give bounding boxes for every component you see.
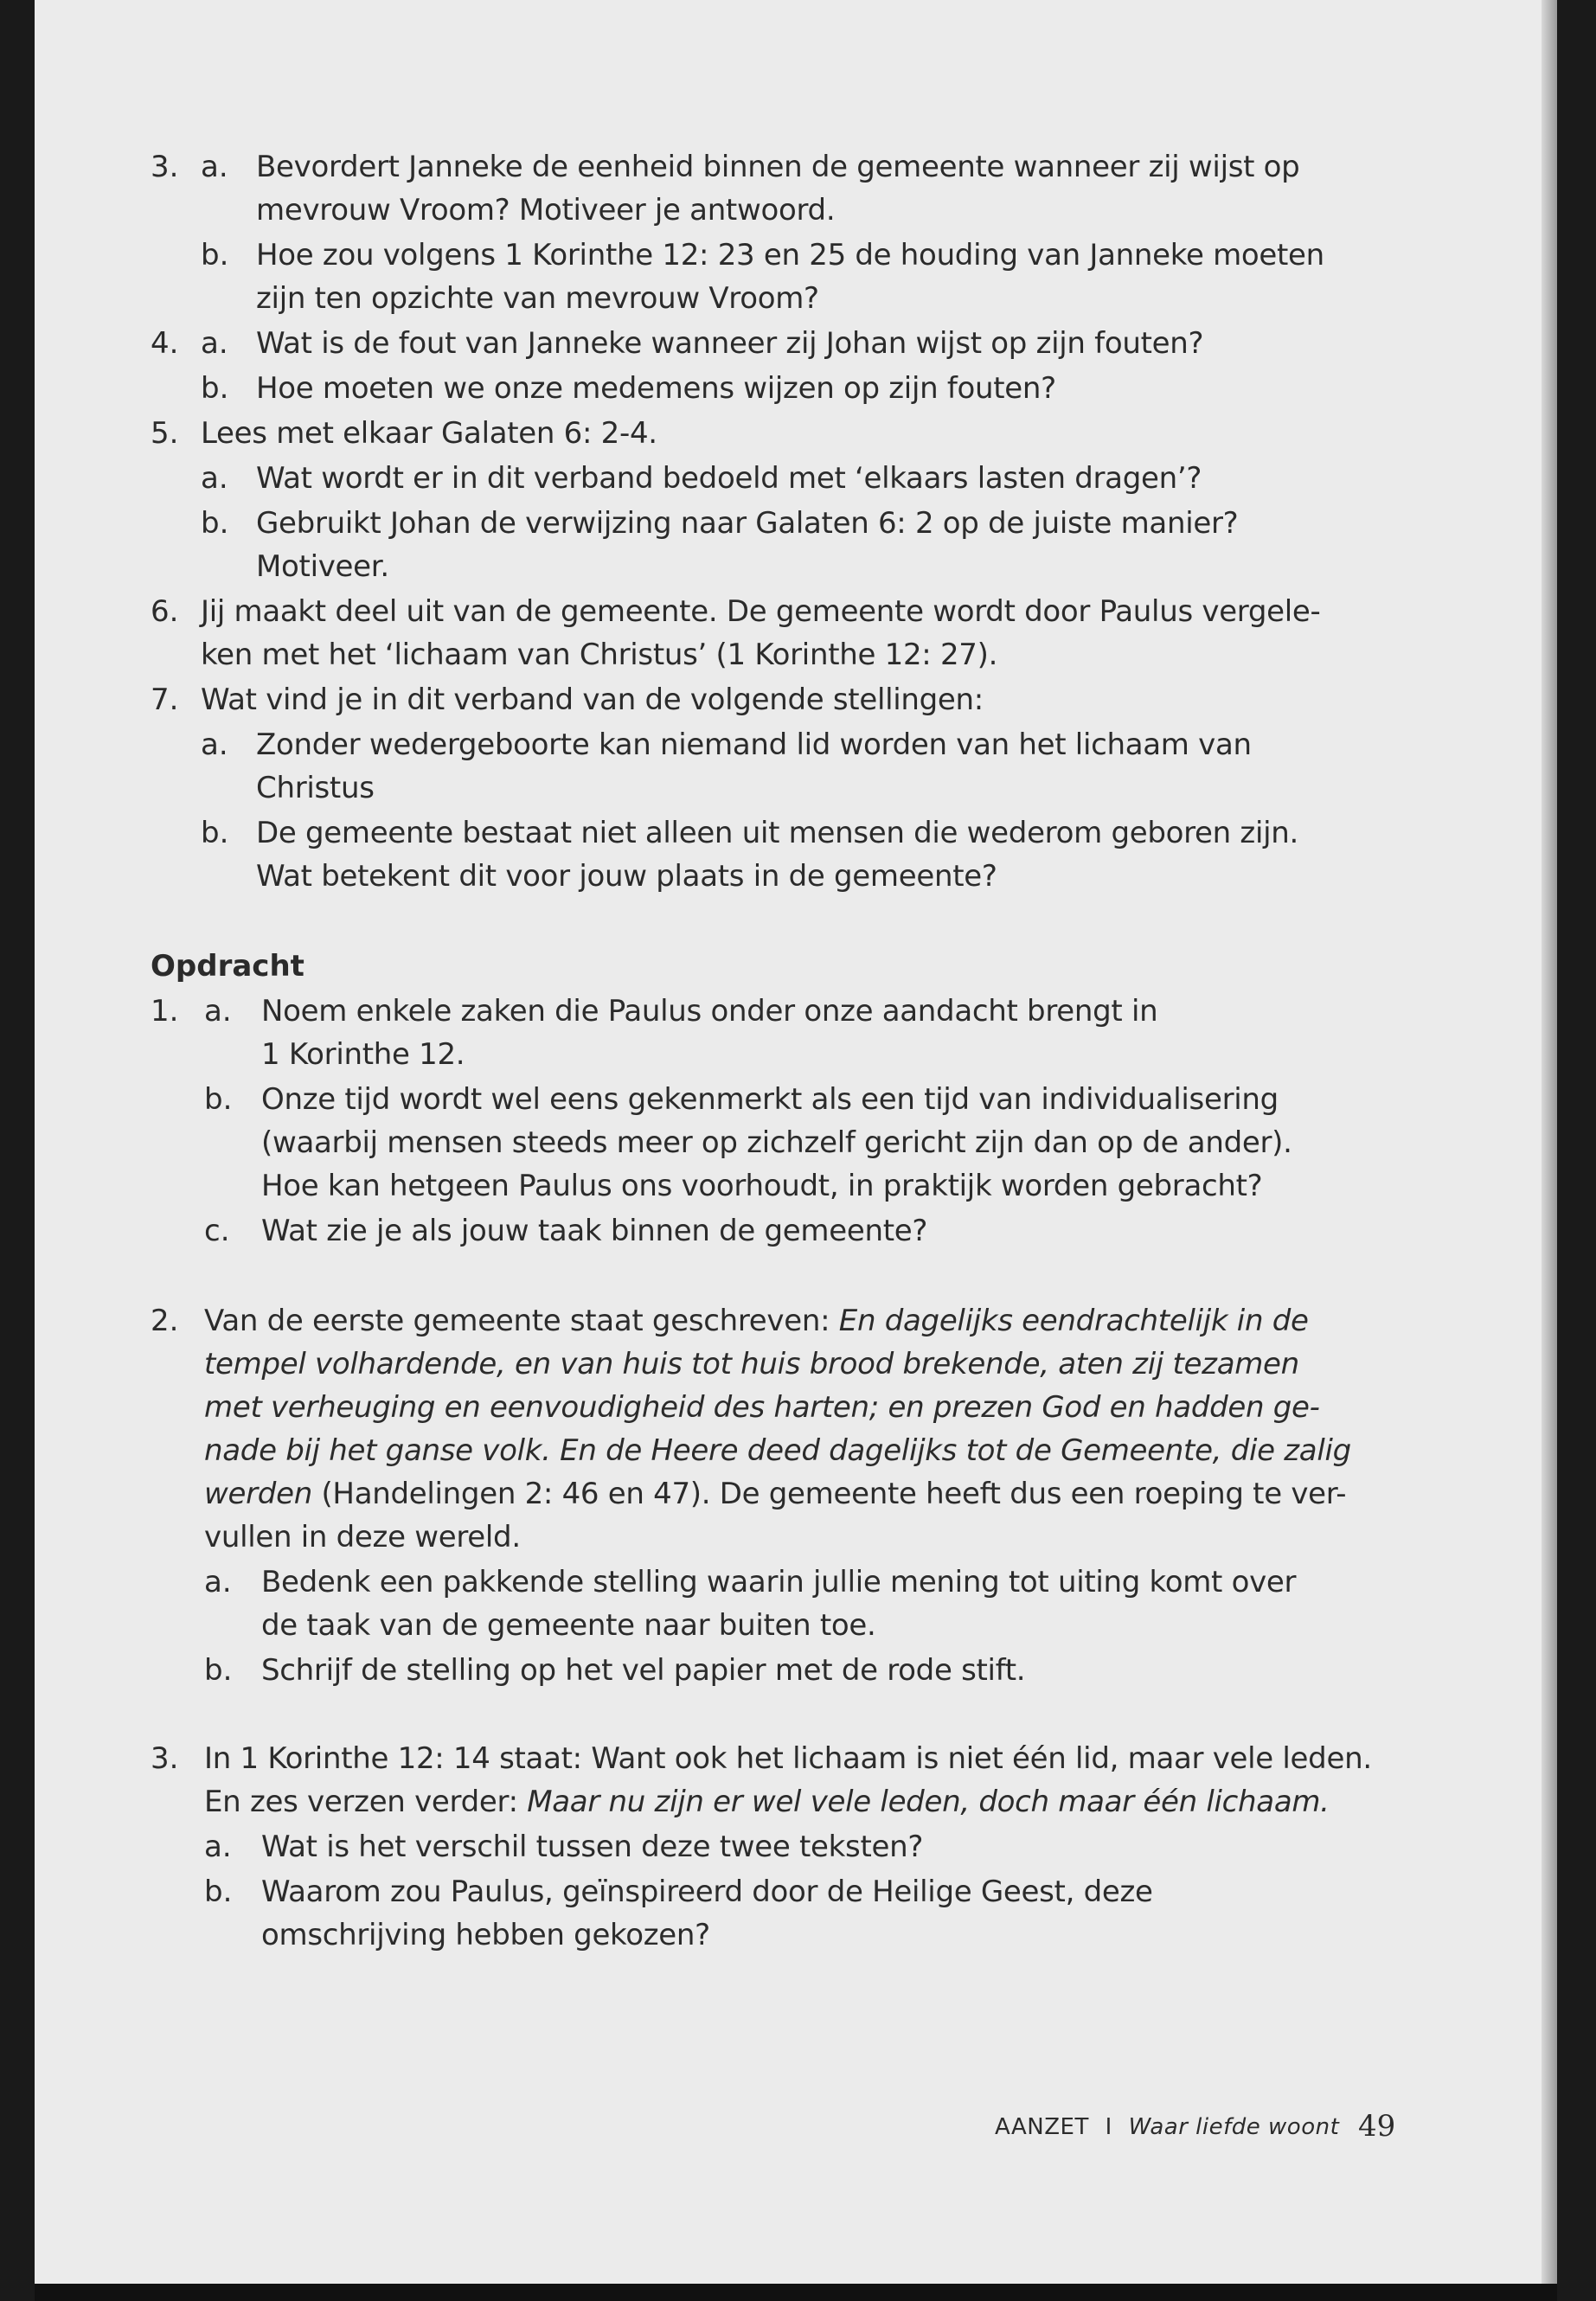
subquestion-label: b. <box>204 1082 233 1117</box>
question-text: zijn ten opzichte van mevrouw Vroom? <box>256 281 819 316</box>
subquestion-label: a. <box>201 727 228 762</box>
assignment-text <box>204 1782 1330 1822</box>
assignment-text: Bedenk een pakkende stelling waarin jullie mening tot uiting komt over <box>261 1565 1297 1599</box>
question-text: Motiveer. <box>256 549 389 584</box>
subquestion-label: a. <box>204 1565 232 1599</box>
assignment-number: 3. <box>151 1741 179 1776</box>
series-name: AANZET <box>995 2114 1089 2140</box>
quote-text: nade bij het ganse volk. En de Heere deed dagelijks tot de Gemeente, die zalig <box>204 1433 1351 1468</box>
subquestion-label: a. <box>201 150 228 184</box>
question-number: 5. <box>151 416 179 451</box>
subquestion-label: b. <box>204 1875 233 1909</box>
footer-separator: I <box>1105 2114 1112 2140</box>
section-heading: Opdracht <box>151 949 304 984</box>
assignment-text: Waarom zou Paulus, geïnspireerd door de Heilige Geest, deze <box>261 1875 1153 1909</box>
subquestion-label: b. <box>204 1653 233 1688</box>
question-text: Wat is de fout van Janneke wanneer zij Johan wijst op zijn fouten? <box>256 326 1204 361</box>
page-spine-shadow <box>1542 0 1557 2284</box>
subquestion-label: a. <box>204 994 232 1029</box>
quote-text: En dagelijks eendrachtelijk in de <box>838 1304 1309 1338</box>
quote-text: Maar nu zijn er wel vele leden, doch maar één lichaam. <box>527 1785 1330 1819</box>
assignment-text: Onze tijd wordt wel eens gekenmerkt als een tijd van individualisering <box>261 1082 1279 1117</box>
subquestion-label: b. <box>201 506 229 541</box>
quote-text: werden <box>204 1477 312 1511</box>
subquestion-label: b. <box>201 371 229 406</box>
assignment-text: Wat zie je als jouw taak binnen de gemeente? <box>261 1214 928 1248</box>
question-number: 4. <box>151 326 179 361</box>
question-text: Christus <box>256 771 375 805</box>
question-text: De gemeente bestaat niet alleen uit mensen die wederom geboren zijn. <box>256 816 1299 850</box>
question-text: Bevordert Janneke de eenheid binnen de gemeente wanneer zij wijst op <box>256 150 1300 184</box>
assignment-number: 1. <box>151 994 179 1029</box>
assignment-text: In 1 Korinthe 12: 14 staat: Want ook het lichaam is niet één lid, maar vele leden. <box>204 1741 1372 1776</box>
assignment-text-plain: (Handelingen 2: 46 en 47). De gemeente heeft dus een roeping te ver- <box>311 1477 1347 1511</box>
assignment-number: 2. <box>151 1304 179 1338</box>
question-text: Hoe zou volgens 1 Korinthe 12: 23 en 25 de houding van Janneke moeten <box>256 238 1324 272</box>
question-text: Hoe moeten we onze medemens wijzen op zijn fouten? <box>256 371 1056 406</box>
assignment-text: de taak van de gemeente naar buiten toe. <box>261 1608 876 1643</box>
page-number: 49 <box>1358 2109 1396 2144</box>
question-text: Jij maakt deel uit van de gemeente. De gemeente wordt door Paulus vergele- <box>201 594 1321 629</box>
subquestion-label: a. <box>201 326 228 361</box>
question-number: 7. <box>151 683 179 717</box>
book-page <box>35 0 1557 2284</box>
assignment-text: Wat is het verschil tussen deze twee teksten? <box>261 1830 924 1864</box>
assignment-text <box>204 1301 1309 1341</box>
question-text: Wat vind je in dit verband van de volgende stellingen: <box>201 683 984 717</box>
question-text: mevrouw Vroom? Motiveer je antwoord. <box>256 193 836 228</box>
assignment-text: Noem enkele zaken die Paulus onder onze aandacht brengt in <box>261 994 1158 1029</box>
question-text: Gebruikt Johan de verwijzing naar Galaten 6: 2 op de juiste manier? <box>256 506 1239 541</box>
assignment-text: (waarbij mensen steeds meer op zichzelf gericht zijn dan op de ander). <box>261 1125 1292 1160</box>
subquestion-label: a. <box>201 461 228 496</box>
subquestion-label: b. <box>201 238 229 272</box>
assignment-text: omschrijving hebben gekozen? <box>261 1918 710 1952</box>
subquestion-label: a. <box>204 1830 232 1864</box>
assignment-text: vullen in deze wereld. <box>204 1520 521 1554</box>
question-number: 3. <box>151 150 179 184</box>
running-footer <box>995 2112 1339 2142</box>
subquestion-label: c. <box>204 1214 230 1248</box>
question-text: ken met het ‘lichaam van Christus’ (1 Korinthe 12: 27). <box>201 638 998 672</box>
question-text: Zonder wedergeboorte kan niemand lid worden van het lichaam van <box>256 727 1252 762</box>
subquestion-label: b. <box>201 816 229 850</box>
assignment-text <box>204 1474 1346 1514</box>
quote-text: tempel volhardende, en van huis tot huis brood brekende, aten zij tezamen <box>204 1347 1299 1381</box>
question-text: Wat wordt er in dit verband bedoeld met ‘elkaars lasten dragen’? <box>256 461 1202 496</box>
page-bottom-edge <box>35 2284 1557 2301</box>
book-title: Waar liefde woont <box>1128 2114 1340 2140</box>
question-number: 6. <box>151 594 179 629</box>
assignment-text: Schrijf de stelling op het vel papier met de rode stift. <box>261 1653 1026 1688</box>
assignment-text-plain: Van de eerste gemeente staat geschreven: <box>204 1304 839 1338</box>
assignment-text-plain: En zes verzen verder: <box>204 1785 528 1819</box>
question-text: Wat betekent dit voor jouw plaats in de gemeente? <box>256 859 997 894</box>
assignment-text: 1 Korinthe 12. <box>261 1037 465 1072</box>
quote-text: met verheuging en eenvoudigheid des harten; en prezen God en hadden ge- <box>204 1390 1320 1425</box>
assignment-text: Hoe kan hetgeen Paulus ons voorhoudt, in praktijk worden gebracht? <box>261 1169 1263 1203</box>
question-text: Lees met elkaar Galaten 6: 2-4. <box>201 416 657 451</box>
